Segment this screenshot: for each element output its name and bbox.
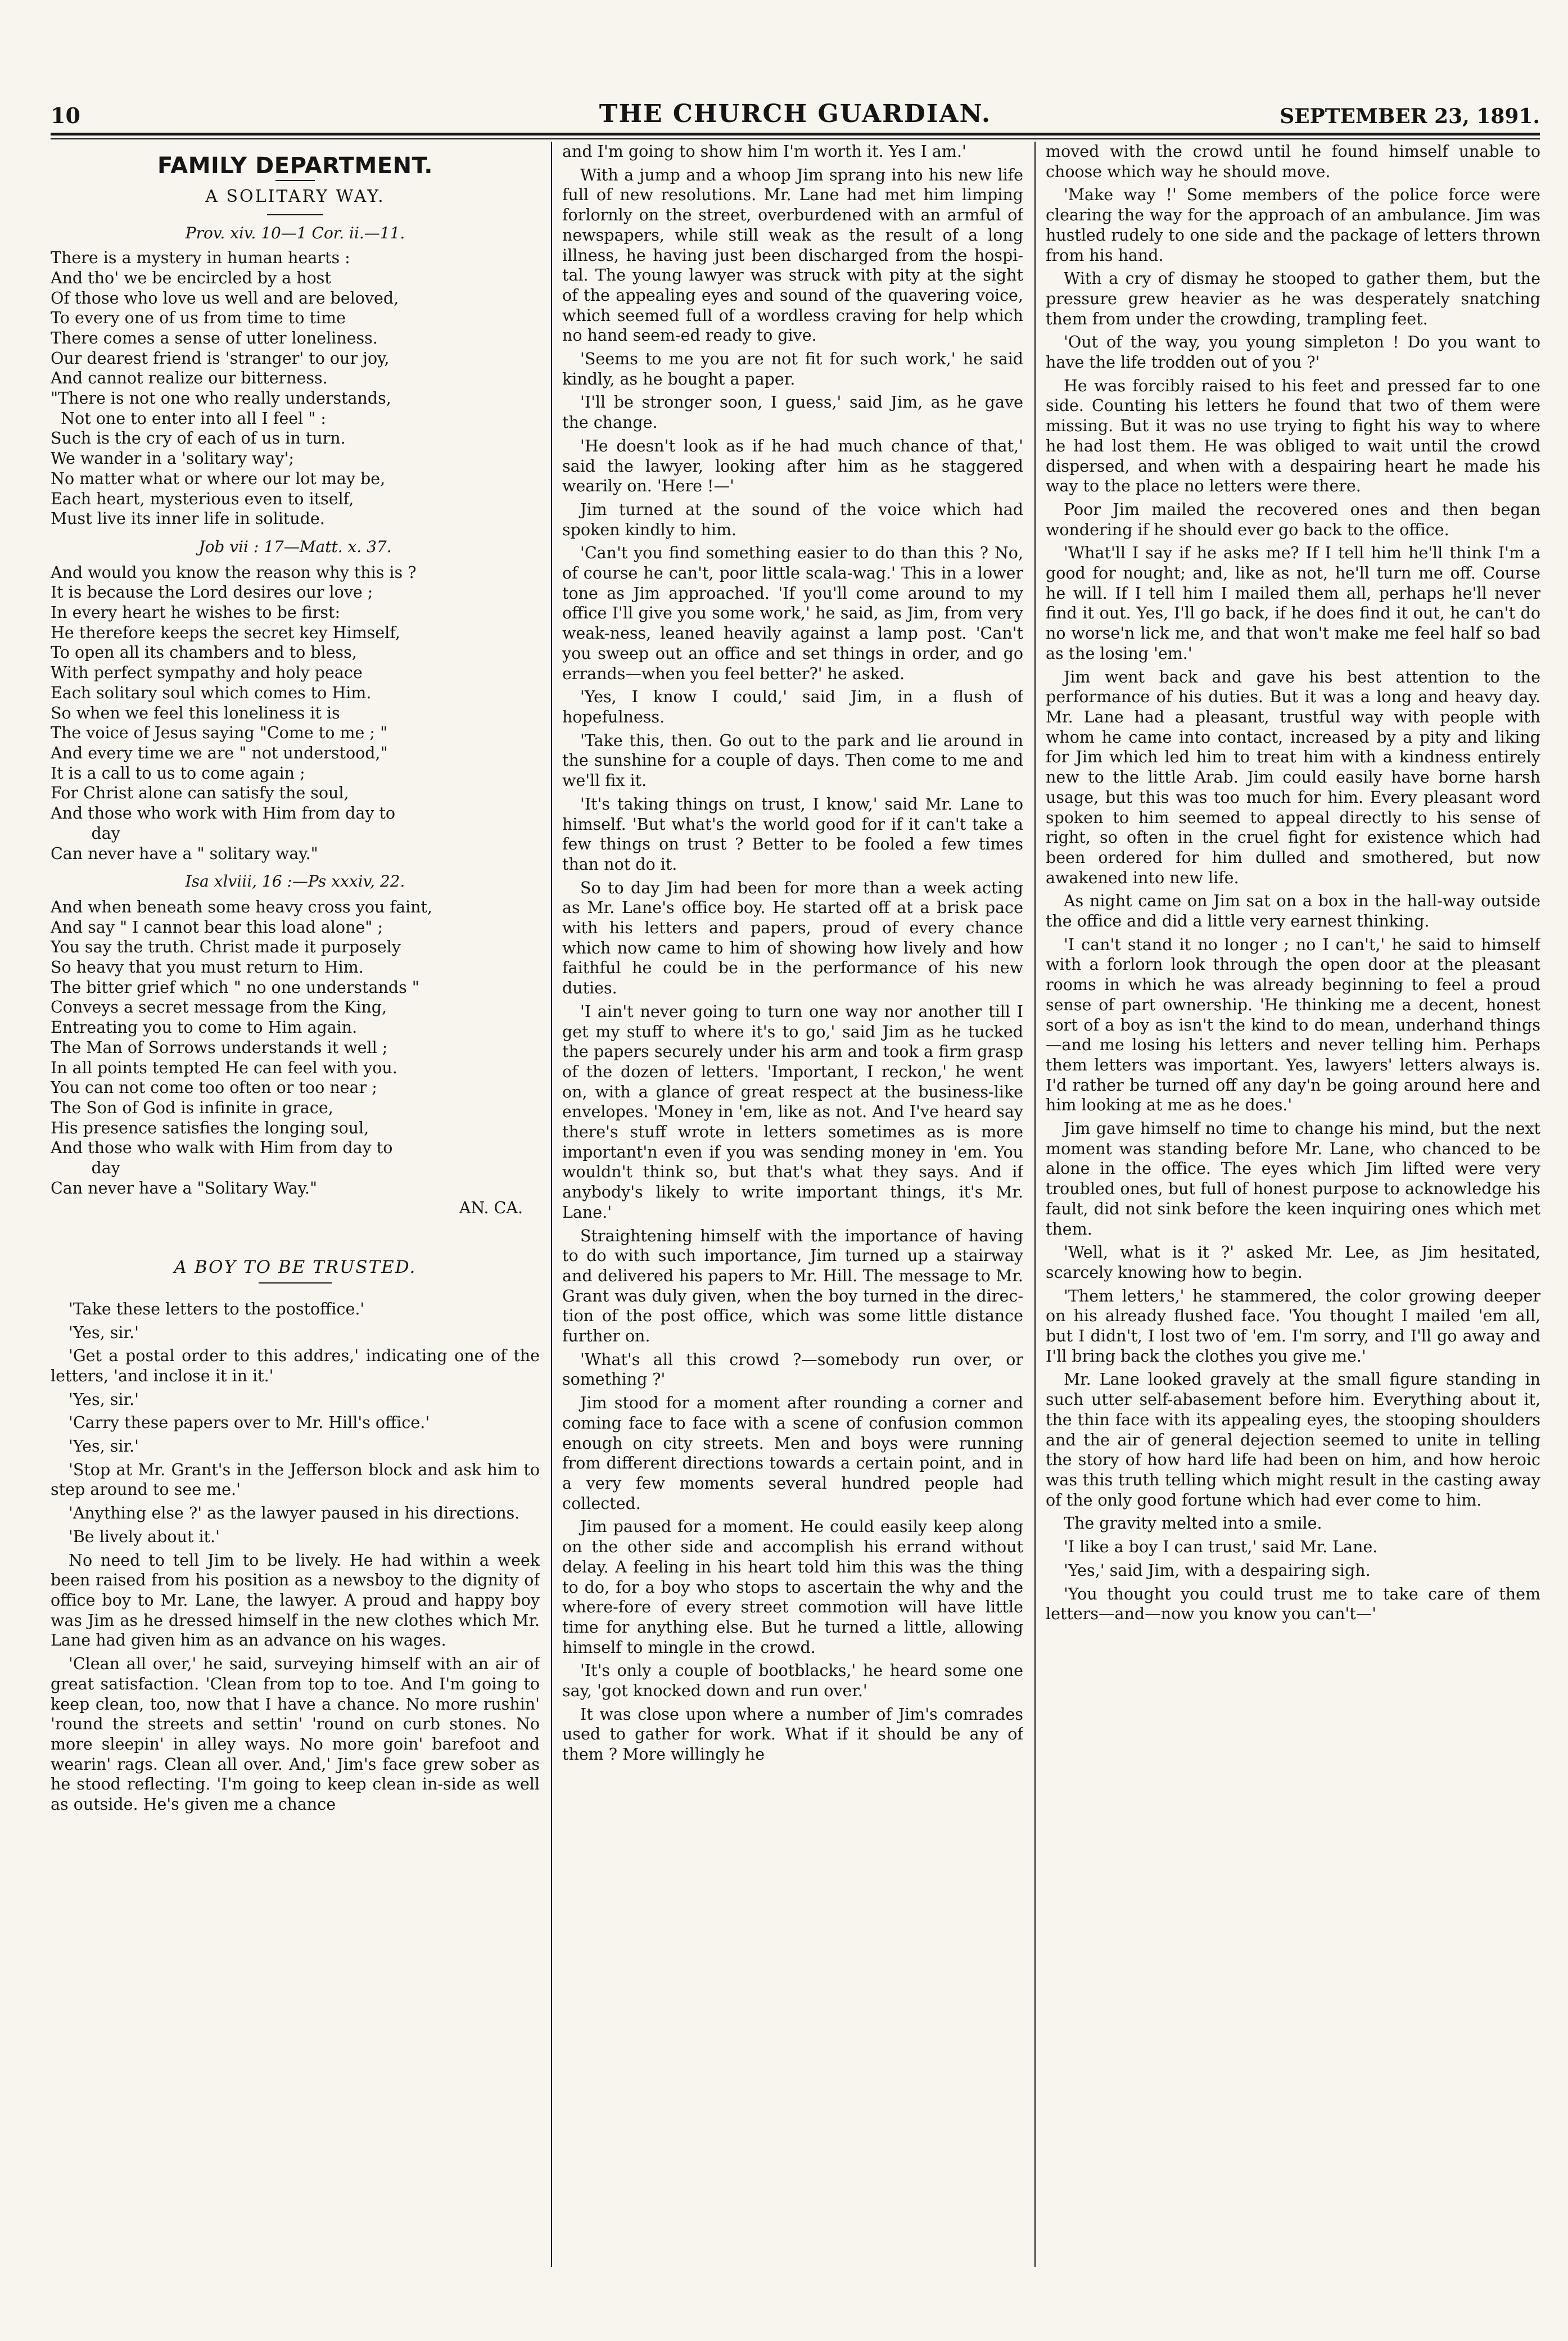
story-paragraph: No need to tell Jim to be lively. He had within a week been raised from his position as a newsboy to the dignity of office boy to Mr. Lane, the lawyer. A proud and happy boy was Jim as he dressed himself in the new clothes which Mr. Lane had given him as an advance on his wages. — [51, 1551, 540, 1650]
story-paragraph: 'Take this, then. Go out to the park and lie around in the sunshine for a couple of days. Then come to me and we'll fix it. — [562, 731, 1023, 790]
story-paragraph: 'You thought you could trust me to take care of them letters—and—now you know you can't—' — [1046, 1584, 1540, 1624]
story-paragraph: 'I'll be stronger soon, I guess,' said Jim, as he gave the change. — [562, 393, 1023, 432]
poem-line: And those who walk with Him from day to — [51, 1138, 393, 1158]
story-paragraph: It was close upon where a number of Jim's comrades used to gather for work. What if it should be any of them ? More willingly he — [562, 1705, 1023, 1764]
story-paragraph: Poor Jim mailed the recovered ones and then began wondering if he should ever go back to the office. — [1046, 500, 1540, 539]
story-paragraph: 'Seems to me you are not fit for such work,' he said kindly, as he bought a paper. — [562, 350, 1023, 388]
poem-line: He therefore keeps the secret key Himself, — [51, 623, 400, 642]
story-paragraph: 'Can't you find something easier to do than this ? No, of course he can't, poor little scala-wag.' This in a lower tone as Jim approached. 'If you'll come around to my office I'll give you some work,' he said, as Jim, from very weak-ness, leaned heavily against a lamp post. 'Can't you sweep out an office and set things in order, and go errands—when you feel better?' he asked. — [562, 544, 1023, 683]
story-column-text — [51, 1299, 540, 1815]
story-paragraph: 'Make way !' Some members of the police force were clearing the way for the approach of an ambulance. Jim was hustled rudely to one side and the package of letters thrown from his hand. — [1046, 186, 1540, 265]
poem-line: You can not come too often or too near ; — [51, 1078, 377, 1097]
story-paragraph: Jim gave himself no time to change his mind, but the next moment was standing before Mr. Lane, who chanced to be alone in the office. The eyes which Jim lifted were very troubled ones, but full of honest purpose to acknowledge his fault, did not sink before the keen inquiring ones which met them. — [1046, 1119, 1540, 1239]
poem-line: His presence satisfies the longing soul, — [51, 1118, 369, 1137]
story-paragraph: The gravity melted into a smile. — [1064, 1514, 1322, 1533]
story-paragraph: moved with the crowd until he found himself unable to choose which way he should move. — [1046, 142, 1540, 181]
poem-line: And when beneath some heavy cross you faint, — [51, 897, 432, 916]
story-paragraph: Jim turned at the sound of the voice which had spoken kindly to him. — [562, 500, 1023, 539]
poem-stanza — [51, 897, 540, 1199]
story-paragraph: 'Yes, sir.' — [69, 1390, 139, 1409]
column-2 — [562, 142, 1023, 2267]
story-paragraph: 'It's taking things on trust, I know,' said Mr. Lane to himself. 'But what's the world good for if it can't take a few things on trust ? Better to be fooled a few times than not do it. — [562, 794, 1023, 874]
scripture-reference: Isa xlviii, 16 :—Ps xxxiv, 22. — [185, 872, 405, 891]
poem-line: "There is not one who really understands, — [51, 389, 391, 408]
poem-line: The Man of Sorrows understands it well ; — [51, 1038, 388, 1057]
page-header — [51, 84, 1540, 135]
poem-title: A SOLITARY WAY. — [205, 186, 385, 206]
story-paragraph: So to day Jim had been for more than a week acting as Mr. Lane's office boy. He started off at a brisk pace with his letters and papers, proud of every chance which now came to him of showing how lively and how faithful he could be in the performance of his new duties. — [562, 878, 1023, 998]
story-paragraph: 'I ain't never going to turn one way nor another till I get my stuff to where it's to go,' said Jim as he tucked the papers securely under his arm and took a firm grasp of the dozen of letters. 'Important, I reckon,' he went on, with a glance of great respect at the business-like envelopes. 'Money in 'em, like as not. And I've heard say there's stuff wrote in letters sometimes as is more important'n even if you was sending money in 'em. You wouldn't think so, but that's what they says. And if anybody's likely to write important things, it's Mr. Lane.' — [562, 1002, 1023, 1222]
poem-line: So when we feel this loneliness it is — [51, 703, 340, 722]
masthead: THE CHURCH GUARDIAN. — [599, 100, 992, 128]
poem-line: And cannot realize our bitterness. — [51, 369, 328, 388]
story-paragraph: 'Be lively about it.' — [69, 1527, 220, 1546]
story-paragraph: 'I like a boy I can trust,' said Mr. Lane. — [1064, 1538, 1378, 1557]
poem-stanza — [51, 563, 540, 864]
column-1 — [51, 142, 540, 2267]
poem-line: In every heart he wishes to be first: — [51, 603, 341, 622]
poem-line: And every time we are " not understood," — [51, 743, 388, 762]
column-rule — [551, 142, 552, 2267]
story-paragraph: 'Yes,' said Jim, with a despairing sigh. — [1064, 1561, 1371, 1580]
poem-line: And would you know the reason why this is ? — [51, 563, 417, 582]
poem-line: day — [51, 824, 120, 843]
story-paragraph: As night came on Jim sat on a box in the hall-way outside the office and did a little very earnest thinking. — [1046, 892, 1540, 931]
poem-line: You say the truth. Christ made it purposely — [51, 938, 401, 957]
poem-stanza — [51, 248, 540, 529]
poem-line: To every one of us from time to time — [51, 309, 346, 328]
story-paragraph: 'What'll I say if he asks me? If I tell him he'll think I'm a good for nought; and, like as not, he'll turn me off. Course he will. If I tell him I mailed them all, perhaps he'll never find it out. Yes, I'll go back, if he does find it out, he can't do no worse'n lick me, and that won't make me feel half so bad as the losing 'em.' — [1046, 544, 1540, 663]
poem-line: Of those who love us well and are beloved, — [51, 288, 399, 308]
column-3 — [1046, 142, 1540, 2267]
poem-line: Not one to enter into all I feel " : — [51, 409, 327, 428]
poem-line: We wander in a 'solitary way'; — [51, 449, 295, 468]
poem-line: For Christ alone can satisfy the soul, — [51, 784, 349, 803]
story-paragraph: 'It's only a couple of bootblacks,' he heard some one say, 'got knocked down and run over.' — [562, 1661, 1023, 1701]
story-paragraph: With a cry of dismay he stooped to gather them, but the pressure grew heavier as he was desperately snatching them from under the crowding, trampling feet. — [1046, 269, 1540, 328]
story-paragraph: 'Them letters,' he stammered, the color growing deeper on his already flushed face. 'You thought I mailed 'em all, but I didn't, I lost two of 'em. I'm sorry, and I'll go away and I'll bring back the clothes you give me.' — [1046, 1286, 1540, 1366]
poem-line: Each solitary soul which comes to Him. — [51, 683, 372, 702]
story-paragraph: 'I can't stand it no longer ; no I can't,' he said to himself with a forlorn look through the open door at the pleasant rooms in which he was already beginning to feel a proud sense of part ownership. 'He thinking me a decent, honest sort of a boy as isn't the kind to do mean, underhand things—and me losing his letters and never telling him. Perhaps them letters was important. Yes, lawyers' letters always is. I'd rather be turned off any day'n be going around here and him looking at me as he does.' — [1046, 935, 1540, 1115]
story-title: A BOY TO BE TRUSTED. — [174, 1257, 417, 1278]
poem-line: In all points tempted He can feel with you. — [51, 1058, 397, 1077]
poem-line: day — [51, 1159, 120, 1178]
page-number: 10 — [51, 103, 80, 128]
scripture-reference: Job vii : 17—Matt. x. 37. — [198, 537, 392, 556]
poem-line: There is a mystery in human hearts : — [51, 248, 350, 268]
poem-line: And tho' we be encircled by a host — [51, 268, 331, 287]
story-paragraph: 'Well, what is it ?' asked Mr. Lee, as Jim hesitated, scarcely knowing how to begin. — [1046, 1243, 1540, 1282]
story-paragraph: With a jump and a whoop Jim sprang into his new life full of new resolutions. Mr. Lane had met him limping forlornly on the street, overburdened with an armful of newspapers, while still weak as the result of a long illness, he having just been discharged from the hospi-tal. The young lawyer was struck with pity at the sight of the appealing eyes and sound of the quavering voice, which seemed full of a wordless craving for help which no hand seem-ed ready to give. — [562, 165, 1023, 345]
poem-line: To open all its chambers and to bless, — [51, 643, 357, 662]
poem-line: With perfect sympathy and holy peace — [51, 663, 363, 683]
story-paragraph: 'Yes, I know I could,' said Jim, in a flush of hopefulness. — [562, 688, 1023, 726]
story-paragraph: 'Clean all over,' he said, surveying himself with an air of great satisfaction. 'Clean from top to toe. And I'm going to keep clean, too, now that I have a chance. No more rushin' 'round the streets and settin' 'round on curb stones. No more sleepin' in alley ways. No more goin' barefoot and wearin' rags. Clean all over. And,' Jim's face grew sober as he stood reflecting. 'I'm going to keep clean in-side as well as outside. He's given me a chance — [51, 1655, 540, 1814]
poem-line: Entreating you to come to Him again. — [51, 1018, 358, 1037]
story-paragraph: 'Anything else ?' as the lawyer paused in his directions. — [69, 1504, 520, 1523]
story-paragraph: and I'm going to show him I'm worth it. Yes I am.' — [562, 142, 966, 161]
story-paragraph: 'What's all this crowd ?—somebody run over, or something ?' — [562, 1350, 1023, 1389]
poem-line: And those who work with Him from day to — [51, 804, 396, 823]
poem-line: Each heart, mysterious even to itself, — [51, 489, 354, 508]
poem-line: So heavy that you must return to Him. — [51, 958, 364, 977]
poem-line: It is a call to us to come again ; — [51, 763, 305, 783]
poem-line: Can never have a "Solitary Way." — [51, 1178, 318, 1197]
story-paragraph: 'Get a postal order to this addres,' indicating one of the letters, 'and inclose it in it.' — [51, 1346, 540, 1385]
column-rule — [1034, 142, 1036, 2267]
poem-line: Can never have a " solitary way." — [51, 844, 318, 863]
scripture-reference: Prov. xiv. 10—1 Cor. ii.—11. — [185, 224, 405, 243]
story-paragraph: 'Carry these papers over to Mr. Hill's office.' — [69, 1413, 430, 1432]
story-paragraph: 'Out of the way, you young simpleton ! Do you want to have the life trodden out of you ?' — [1046, 333, 1540, 372]
divider — [267, 214, 323, 215]
story-paragraph: Jim stood for a moment after rounding a corner and coming face to face with a scene of confusion common enough on city streets. Men and boys were running from different directions towards a certain point, and in a very few moments several hundred people had collected. — [562, 1394, 1023, 1513]
divider — [259, 1282, 332, 1284]
story-paragraph: 'He doesn't look as if he had much chance of that,' said the lawyer, looking after him as he staggered wearily on. 'Here !—' — [562, 436, 1023, 496]
story-paragraph: 'Take these letters to the postoffice.' — [69, 1299, 365, 1318]
poem-line: There comes a sense of utter loneliness. — [51, 328, 378, 347]
poem-line: Must live its inner life in solitude. — [51, 509, 325, 528]
story-paragraph: Jim paused for a moment. He could easily keep along on the other side and accomplish his errand without delay. A feeling in his heart told him this was the thing to do, for a boy who stops to ascertain the why and the where-fore of every street commotion will have little time for anything else. But he turned a little, allowing himself to mingle in the crowd. — [562, 1517, 1023, 1657]
story-paragraph: Straightening himself with the importance of having to do with such importance, Jim turned up a stairway and delivered his papers to Mr. Hill. The message to Mr. Grant was duly given, when the boy turned in the direc-tion of the post office, which was some little distance further on. — [562, 1226, 1023, 1346]
poem-line: The bitter grief which " no one understands " — [51, 978, 419, 997]
department-heading: FAMILY DEPARTMENT. — [157, 153, 433, 179]
poem-signature: AN. CA. — [459, 1199, 523, 1218]
poem-line: No matter what or where our lot may be, — [51, 469, 386, 488]
story-paragraph: 'Yes, sir.' — [69, 1437, 139, 1456]
poem-line: The Son of God is infinite in grace, — [51, 1098, 333, 1117]
story-paragraph: Jim went back and gave his best attention to the performance of his duties. But it was a long and heavy day. Mr. Lane had a pleasant, trustful way with people with whom he came into contact, increased by a pity and liking for Jim which led him to treat him with a kindness entirely new to the little Arab. Jim could easily have borne harsh usage, but this was too much for him. Every pleasant word spoken to him seemed to appeal directly to his sense of right, so often in the cruel fight for existence which had been ordered for him dulled and smothered, but now awakened into new life. — [1046, 667, 1540, 887]
story-paragraph: 'Yes, sir.' — [69, 1323, 139, 1342]
poem-line: Our dearest friend is 'stranger' to our joy, — [51, 349, 390, 368]
poem-line: Conveys a secret message from the King, — [51, 998, 387, 1017]
issue-date: SEPTEMBER 23, 1891. — [1280, 105, 1540, 128]
divider — [275, 180, 315, 181]
story-paragraph: 'Stop at Mr. Grant's in the Jefferson block and ask him to step around to see me.' — [51, 1460, 540, 1499]
poem-line: The voice of Jesus saying "Come to me ; " — [51, 724, 388, 743]
story-paragraph: Mr. Lane looked gravely at the small figure standing in such utter self-abasement before him. Everything about it, the thin face with its appealing eyes, the stooping shoulders and the air of general dejection seemed to unite in telling the story of how hard life had been on him, and how heroic was this truth telling which might result in the casting away of the only good fortune which had ever come to him. — [1046, 1370, 1540, 1510]
header-rule — [51, 138, 1540, 139]
poem-line: It is because the Lord desires our love ; — [51, 583, 373, 602]
story-paragraph: He was forcibly raised to his feet and pressed far to one side. Counting his letters he found that two of them were missing. But it was no use trying to fight his way to where he had lost them. He was obliged to wait until the crowd dispersed, and when with a despairing heart he made his way to the place no letters were there. — [1046, 376, 1540, 496]
poem-line: Such is the cry of each of us in turn. — [51, 429, 346, 448]
poem-line: And say " I cannot bear this load alone" ; — [51, 918, 383, 937]
